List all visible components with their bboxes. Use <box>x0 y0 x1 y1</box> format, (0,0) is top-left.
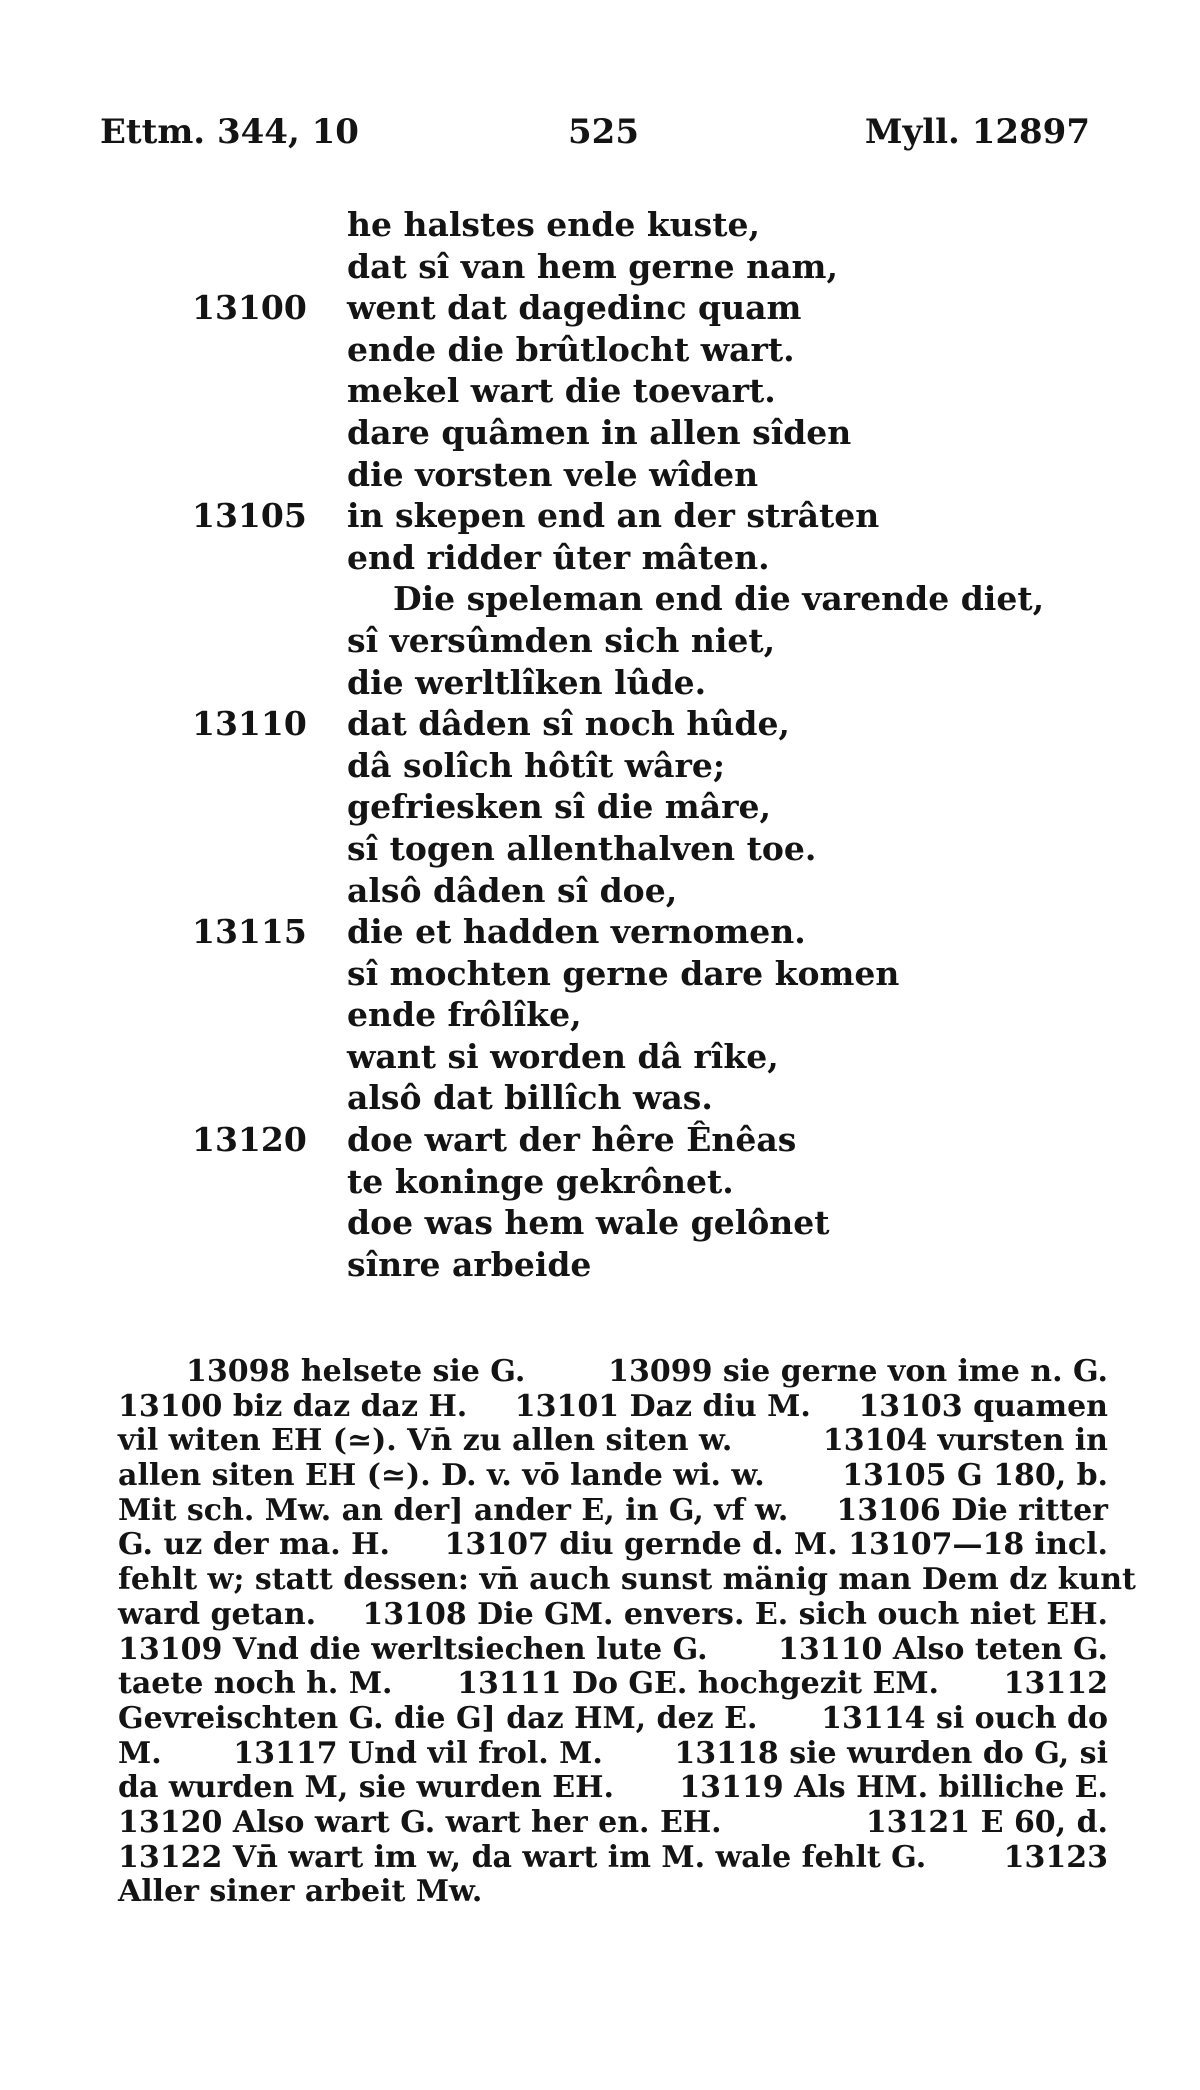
verse-text: gefriesken sî die mâre, <box>347 787 771 827</box>
verse-text: end ridder ûter mâten. <box>347 537 770 577</box>
apparatus-line <box>118 1390 1108 1425</box>
verse-line <box>0 204 1200 246</box>
apparatus-note: 13109 Vnd die werltsiechen lute G. <box>118 1631 708 1667</box>
verse-text: alsô dâden sî doe, <box>347 870 678 910</box>
apparatus-note: M. <box>118 1735 162 1771</box>
apparatus-note: 13117 Und vil frol. M. <box>233 1735 603 1771</box>
apparatus-line <box>118 1806 1108 1841</box>
verse-text: sî versûmden sich niet, <box>347 620 776 660</box>
verse-text: doe was hem wale gelônet <box>347 1203 830 1243</box>
verse-line <box>0 495 1200 537</box>
verse-text: sînre arbeide <box>347 1244 592 1284</box>
verse-line <box>0 703 1200 745</box>
verse-number: 13120 <box>192 1120 307 1160</box>
apparatus-note: 13098 helsete sie G. <box>186 1354 526 1389</box>
apparatus-note: 13121 E 60, d. <box>865 1804 1108 1840</box>
apparatus-note: allen siten EH (≃). D. v. vō lande wi. w. <box>118 1458 765 1494</box>
verse-line <box>0 911 1200 953</box>
verse-line <box>0 1202 1200 1244</box>
verse-text: die et hadden vernomen. <box>347 912 806 952</box>
verse-text: dat sî van hem gerne nam, <box>347 246 838 286</box>
verse-text: in skepen end an der strâten <box>347 496 880 536</box>
apparatus-note: taete noch h. M. <box>118 1666 393 1702</box>
apparatus-note: 13100 biz daz daz H. <box>118 1388 468 1424</box>
verse-text: Die speleman end die varende diet, <box>393 579 1045 619</box>
verse-text: ende frôlîke, <box>347 995 582 1035</box>
apparatus-note: 13114 si ouch do <box>821 1700 1108 1736</box>
verse-line <box>0 578 1200 620</box>
running-header <box>0 112 1200 162</box>
verse-text: sî mochten gerne dare komen <box>347 953 900 993</box>
apparatus-note: 13110 Also teten G. <box>778 1631 1108 1667</box>
apparatus-line <box>118 1702 1108 1737</box>
header-right-reference: Myll. 12897 <box>864 112 1090 152</box>
verse-line <box>0 828 1200 870</box>
verse-line <box>0 953 1200 995</box>
verse-text: alsô dat billîch was. <box>347 1078 713 1118</box>
verse-text: doe wart der hêre Ênêas <box>347 1120 797 1160</box>
verse-text: ende die brûtlocht wart. <box>347 329 795 369</box>
apparatus-note: 13123 <box>1003 1839 1108 1875</box>
header-left-reference: Ettm. 344, 10 <box>100 112 359 152</box>
verse-text: dat dâden sî noch hûde, <box>347 704 790 744</box>
apparatus-line <box>118 1424 1108 1459</box>
apparatus-note: vil witen EH (≃). Vn̄ zu allen siten w. <box>118 1423 733 1459</box>
verse-text: die werltlîken lûde. <box>347 662 707 702</box>
apparatus-note: 13108 Die GM. envers. E. sich ouch niet EH. <box>362 1596 1108 1632</box>
apparatus-note: ward getan. <box>118 1596 317 1632</box>
verse-line <box>0 370 1200 412</box>
verse-number: 13110 <box>192 704 307 744</box>
apparatus-note: 13105 G 180, b. <box>842 1458 1108 1494</box>
verse-line <box>0 620 1200 662</box>
verse-line <box>0 1244 1200 1286</box>
apparatus-note: 13118 sie wurden do G, si <box>674 1735 1108 1771</box>
verse-line <box>0 412 1200 454</box>
apparatus-note: 13103 quamen <box>858 1388 1108 1424</box>
apparatus-note: Mit sch. Mw. an der] ander E, in G, vf w. <box>118 1492 789 1528</box>
verse-number: 13100 <box>192 288 307 328</box>
verse-line <box>0 870 1200 912</box>
apparatus-note: 13107 diu gernde d. M. 13107—18 incl. <box>444 1527 1108 1563</box>
verse-text: want si worden dâ rîke, <box>347 1036 779 1076</box>
verse-line <box>0 1161 1200 1203</box>
verse-line <box>0 454 1200 496</box>
verse-text-block <box>0 204 1200 1285</box>
apparatus-note: G. uz der ma. H. <box>118 1527 390 1563</box>
apparatus-line <box>118 1459 1108 1494</box>
verse-line <box>0 537 1200 579</box>
apparatus-note: 13104 vursten in <box>822 1423 1108 1459</box>
apparatus-note: 13106 Die ritter <box>836 1492 1108 1528</box>
verse-text: went dat dagedinc quam <box>347 288 802 328</box>
apparatus-line <box>118 1355 1108 1390</box>
verse-line <box>0 745 1200 787</box>
apparatus-line <box>118 1737 1108 1772</box>
verse-line <box>0 1036 1200 1078</box>
verse-line <box>0 287 1200 329</box>
apparatus-note: fehlt w; statt dessen: vn̄ auch sunst mänig man Dem dz kunt <box>118 1562 1136 1598</box>
verse-line <box>0 786 1200 828</box>
apparatus-note: 13119 Als HM. billiche E. <box>679 1770 1108 1806</box>
verse-text: dare quâmen in allen sîden <box>347 412 852 452</box>
verse-line <box>0 1119 1200 1161</box>
verse-text: die vorsten vele wîden <box>347 454 759 494</box>
apparatus-note: Aller siner arbeit Mw. <box>118 1874 483 1910</box>
apparatus-note: Gevreischten G. die G] daz HM, dez E. <box>118 1700 758 1736</box>
apparatus-line <box>118 1494 1108 1529</box>
apparatus-line <box>118 1771 1108 1806</box>
verse-line <box>0 246 1200 288</box>
verse-number: 13115 <box>192 912 307 952</box>
apparatus-line <box>118 1633 1108 1668</box>
verse-line <box>0 994 1200 1036</box>
apparatus-note: 13099 sie gerne von ime n. G. <box>608 1354 1108 1389</box>
page-number: 525 <box>568 112 639 152</box>
apparatus-line <box>118 1841 1108 1876</box>
apparatus-line <box>118 1598 1108 1633</box>
verse-text: dâ solîch hôtît wâre; <box>347 745 726 785</box>
apparatus-note: da wurden M, sie wurden EH. <box>118 1770 614 1806</box>
verse-text: sî togen allenthalven toe. <box>347 828 817 868</box>
apparatus-line <box>118 1875 1108 1910</box>
verse-line <box>0 329 1200 371</box>
apparatus-note: 13112 <box>1003 1666 1108 1702</box>
apparatus-note: 13120 Also wart G. wart her en. EH. <box>118 1804 722 1840</box>
apparatus-line <box>118 1528 1108 1563</box>
verse-text: mekel wart die toevart. <box>347 371 776 411</box>
verse-number: 13105 <box>192 496 307 536</box>
verse-text: he halstes ende kuste, <box>347 205 760 244</box>
verse-line <box>0 662 1200 704</box>
critical-apparatus <box>118 1354 1136 1910</box>
apparatus-note: 13122 Vn̄ wart im w, da wart im M. wale fehlt G. <box>118 1839 927 1875</box>
apparatus-line <box>118 1667 1108 1702</box>
verse-line <box>0 1077 1200 1119</box>
apparatus-note: 13111 Do GE. hochgezit EM. <box>457 1666 939 1702</box>
apparatus-line <box>118 1562 1136 1598</box>
apparatus-note: 13101 Daz diu M. <box>514 1388 811 1424</box>
verse-text: te koninge gekrônet. <box>347 1161 734 1201</box>
